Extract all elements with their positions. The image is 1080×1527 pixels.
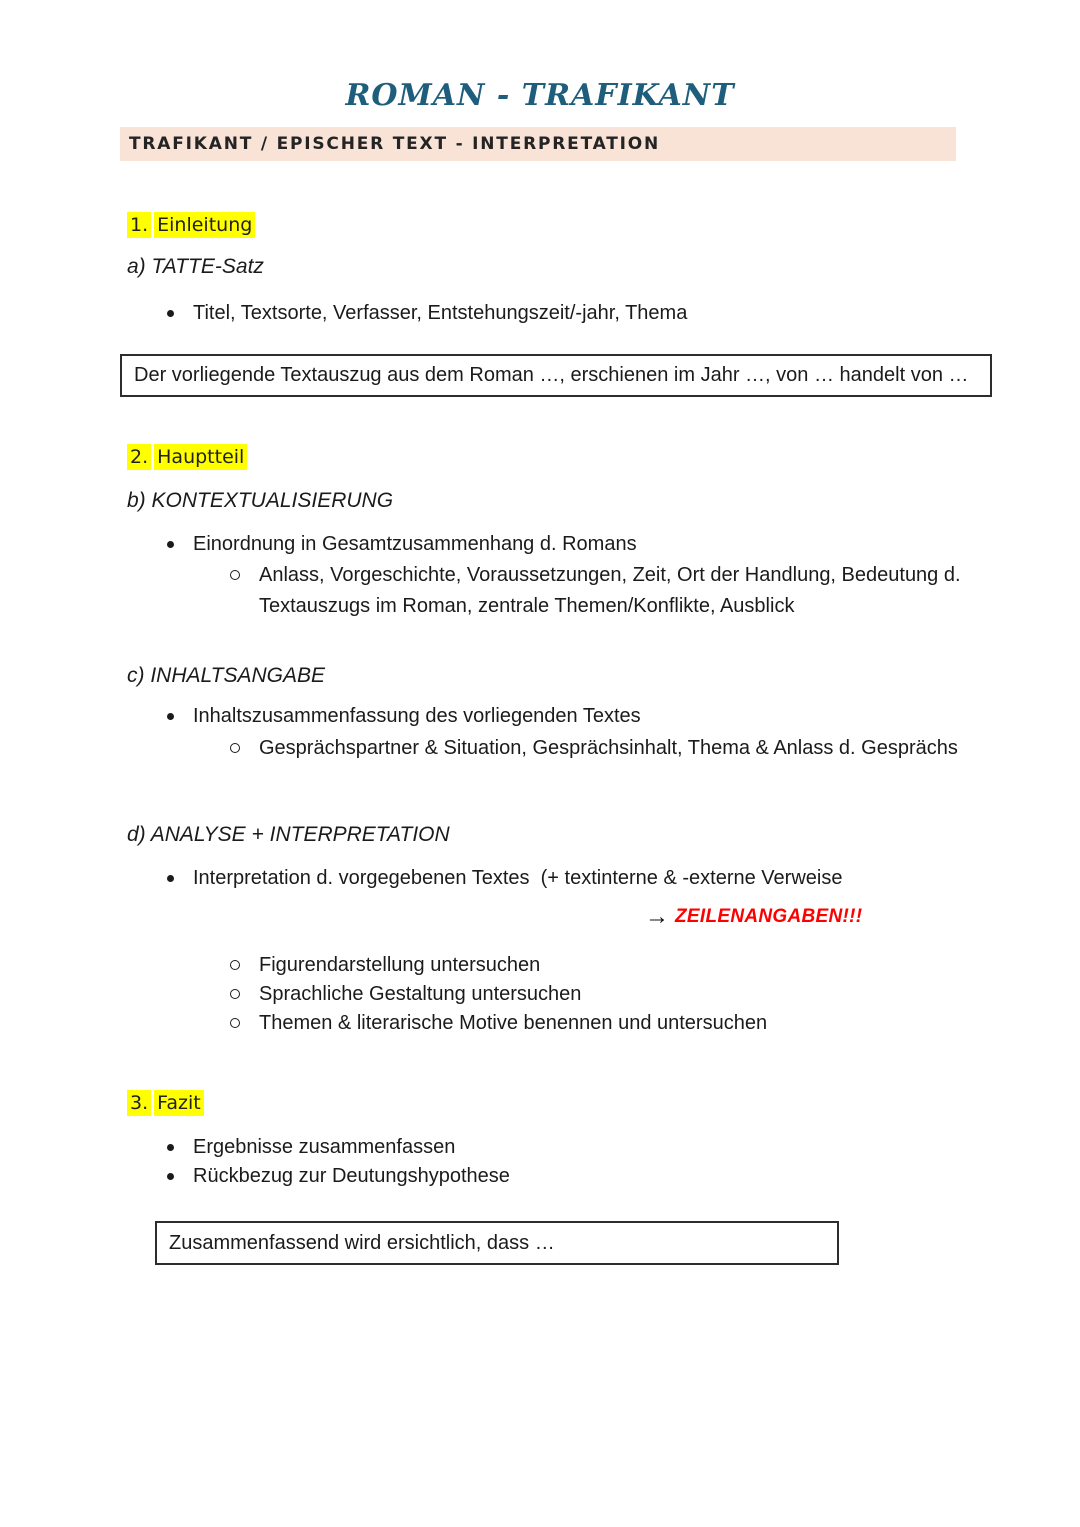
arrow-right-icon: → (645, 903, 669, 930)
bullet-circle-icon (230, 960, 240, 970)
formulation-text: Der vorliegende Textauszug aus dem Roman …, erschienen im Jahr …, von … handelt von … (134, 364, 969, 386)
subsection-c-heading: c) INHALTSANGABE (127, 664, 325, 687)
sub-bullet-item-gespraech (230, 733, 958, 764)
subsection-a-heading: a) TATTE-Satz (127, 255, 264, 278)
section-heading-label: Einleitung (154, 212, 255, 238)
bullet-text: Rückbezug zur Deutungshypothese (193, 1165, 510, 1187)
formulation-box-fazit (155, 1221, 839, 1265)
sub-bullet-text: Anlass, Vorgeschichte, Voraussetzungen, Zeit, Ort der Handlung, Bedeutung d. Textauszugs im Roman, zentrale Themen/Konflikte, Ausblick (259, 564, 966, 617)
bullet-circle-icon (230, 989, 240, 999)
bullet-text: Ergebnisse zusammenfassen (193, 1136, 456, 1158)
bullet-item-interpretation (167, 866, 842, 891)
formulation-text: Zusammenfassend wird ersichtlich, dass … (169, 1231, 555, 1254)
section-number: 1. (127, 212, 151, 238)
bullet-dot-icon (167, 1144, 174, 1151)
topic-header-bar (120, 127, 956, 161)
bullet-text: Einordnung in Gesamtzusammenhang d. Romans (193, 533, 637, 555)
sub-bullet-text: Gesprächspartner & Situation, Gesprächsinhalt, Thema & Anlass d. Gesprächs (259, 737, 958, 759)
section-heading-label: Fazit (154, 1090, 204, 1116)
bullet-item-tatte (167, 301, 687, 326)
section-heading-label: Hauptteil (154, 444, 247, 470)
document-title: ROMAN - TRAFIKANT (345, 78, 735, 113)
bullet-dot-icon (167, 875, 174, 882)
subsection-b-heading: b) KONTEXTUALISIERUNG (127, 489, 394, 512)
bullet-dot-icon (167, 310, 174, 317)
topic-header-text: TRAFIKANT / EPISCHER TEXT - INTERPRETATION (129, 134, 661, 154)
section-number: 3. (127, 1090, 151, 1116)
bullet-text: Interpretation d. vorgegebenen Textes (+ textinterne & -externe Verweise (193, 867, 843, 889)
sub-bullet-item-figuren (230, 950, 540, 981)
bullet-text: Titel, Textsorte, Verfasser, Entstehungszeit/-jahr, Thema (193, 302, 688, 324)
sub-bullet-item-kontext (230, 560, 969, 622)
bullet-dot-icon (167, 713, 174, 720)
section-number: 2. (127, 444, 151, 470)
formulation-box-einleitung (120, 354, 992, 397)
sub-bullet-item-sprache (230, 979, 581, 1010)
bullet-circle-icon (230, 1018, 240, 1028)
sub-bullet-text: Sprachliche Gestaltung untersuchen (259, 983, 582, 1005)
bullet-dot-icon (167, 541, 174, 548)
bullet-item-einordnung (167, 532, 637, 557)
sub-bullet-text: Themen & literarische Motive benennen und untersuchen (259, 1012, 768, 1034)
sub-bullet-item-themen (230, 1008, 767, 1039)
section-heading-fazit (127, 1090, 204, 1116)
bullet-item-inhalt (167, 704, 641, 729)
section-heading-hauptteil (127, 444, 247, 470)
sub-bullet-text: Figurendarstellung untersuchen (259, 954, 541, 976)
bullet-text: Inhaltszusammenfassung des vorliegenden Textes (193, 705, 641, 727)
bullet-circle-icon (230, 743, 240, 753)
warning-text: ZEILENANGABEN!!! (675, 906, 863, 927)
warning-note (645, 903, 862, 931)
bullet-dot-icon (167, 1173, 174, 1180)
bullet-circle-icon (230, 570, 240, 580)
bullet-item-rueckbezug (167, 1164, 510, 1189)
subsection-d-heading: d) ANALYSE + INTERPRETATION (127, 823, 450, 846)
section-heading-einleitung (127, 212, 255, 238)
bullet-item-ergebnisse (167, 1135, 455, 1160)
